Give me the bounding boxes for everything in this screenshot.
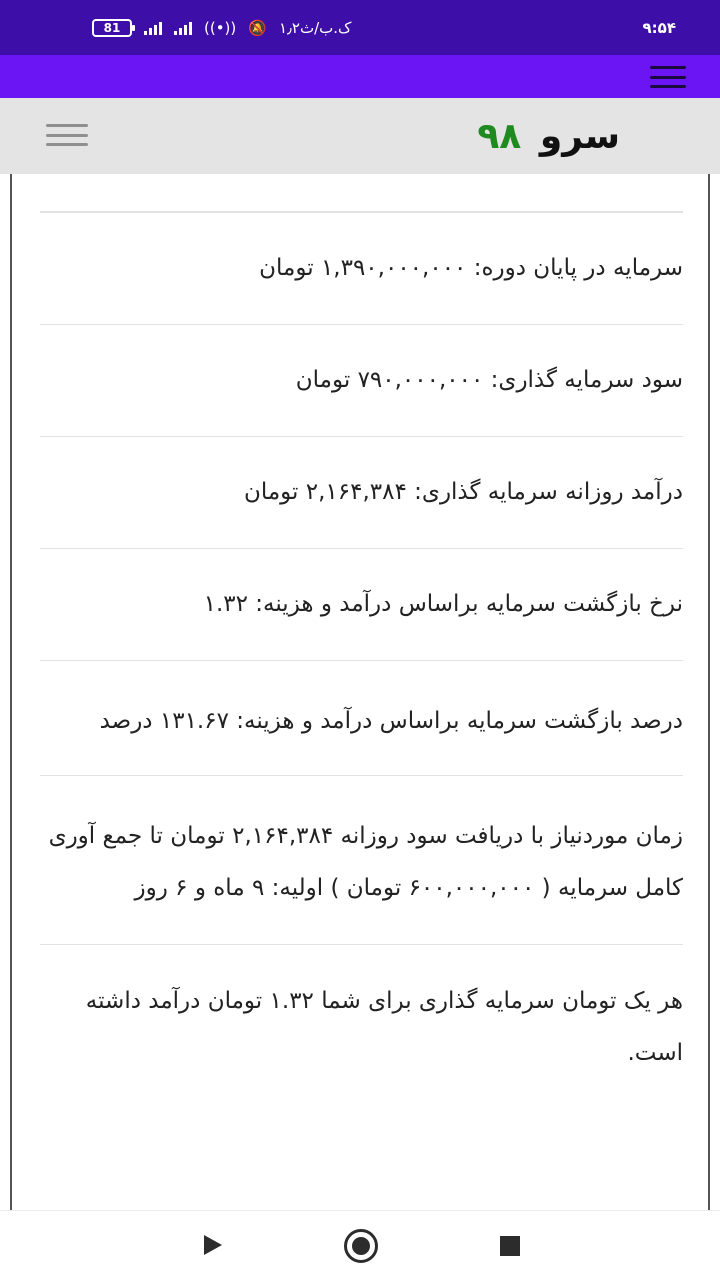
status-time: ۹:۵۴ — [642, 18, 676, 37]
final-capital-row: سرمایه در پایان دوره: ۱,۳۹۰,۰۰۰,۰۰۰ تومان — [40, 212, 683, 324]
status-icons — [92, 19, 351, 37]
mute-bell-icon: 🔕 — [248, 18, 267, 37]
return-rate-row: نرخ بازگشت سرمایه براساس درآمد و هزینه: ۱.۳۲ — [40, 548, 683, 660]
return-percent-row: درصد بازگشت سرمایه براساس درآمد و هزینه: ۱۳۱.۶۷ درصد — [40, 660, 683, 775]
network-speed: ۱٫۲ک.ب/ث — [278, 18, 352, 37]
back-icon[interactable] — [204, 1235, 222, 1255]
browser-menu-icon[interactable] — [650, 66, 686, 88]
logo-number: ۹۸ — [477, 116, 522, 157]
battery-icon: 81 — [92, 19, 132, 37]
payback-time-row: زمان موردنیاز با دریافت سود روزانه ۲,۱۶۴,۳۸۴ تومان تا جمع آوری کامل سرمایه ( ۶۰۰,۰۰۰,۰۰۰ تومان ) اولیه: ۹ ماه و ۶ روز — [40, 775, 683, 944]
site-menu-icon[interactable] — [46, 124, 88, 146]
site-header — [0, 98, 720, 174]
signal-icon-2 — [174, 21, 192, 35]
investment-profit-row: سود سرمایه گذاری: ۷۹۰,۰۰۰,۰۰۰ تومان — [40, 324, 683, 436]
content-border-right — [708, 174, 710, 1210]
list-item-partial — [40, 174, 683, 212]
system-nav-bar — [0, 1210, 720, 1280]
signal-icon — [144, 21, 162, 35]
recent-apps-icon[interactable] — [500, 1236, 520, 1256]
wifi-icon: ((•)) — [204, 18, 237, 37]
content-border-left — [10, 174, 12, 1210]
home-icon[interactable] — [344, 1229, 378, 1263]
app-bar — [0, 55, 720, 98]
site-logo[interactable] — [477, 112, 620, 162]
results-list — [40, 174, 683, 1109]
results-content — [0, 174, 720, 1210]
per-toman-row: هر یک تومان سرمایه گذاری برای شما ۱.۳۲ تومان درآمد داشته است. — [40, 944, 683, 1109]
daily-income-row: درآمد روزانه سرمایه گذاری: ۲,۱۶۴,۳۸۴ تومان — [40, 436, 683, 548]
logo-word: سرو — [539, 116, 620, 157]
status-bar — [0, 0, 720, 55]
